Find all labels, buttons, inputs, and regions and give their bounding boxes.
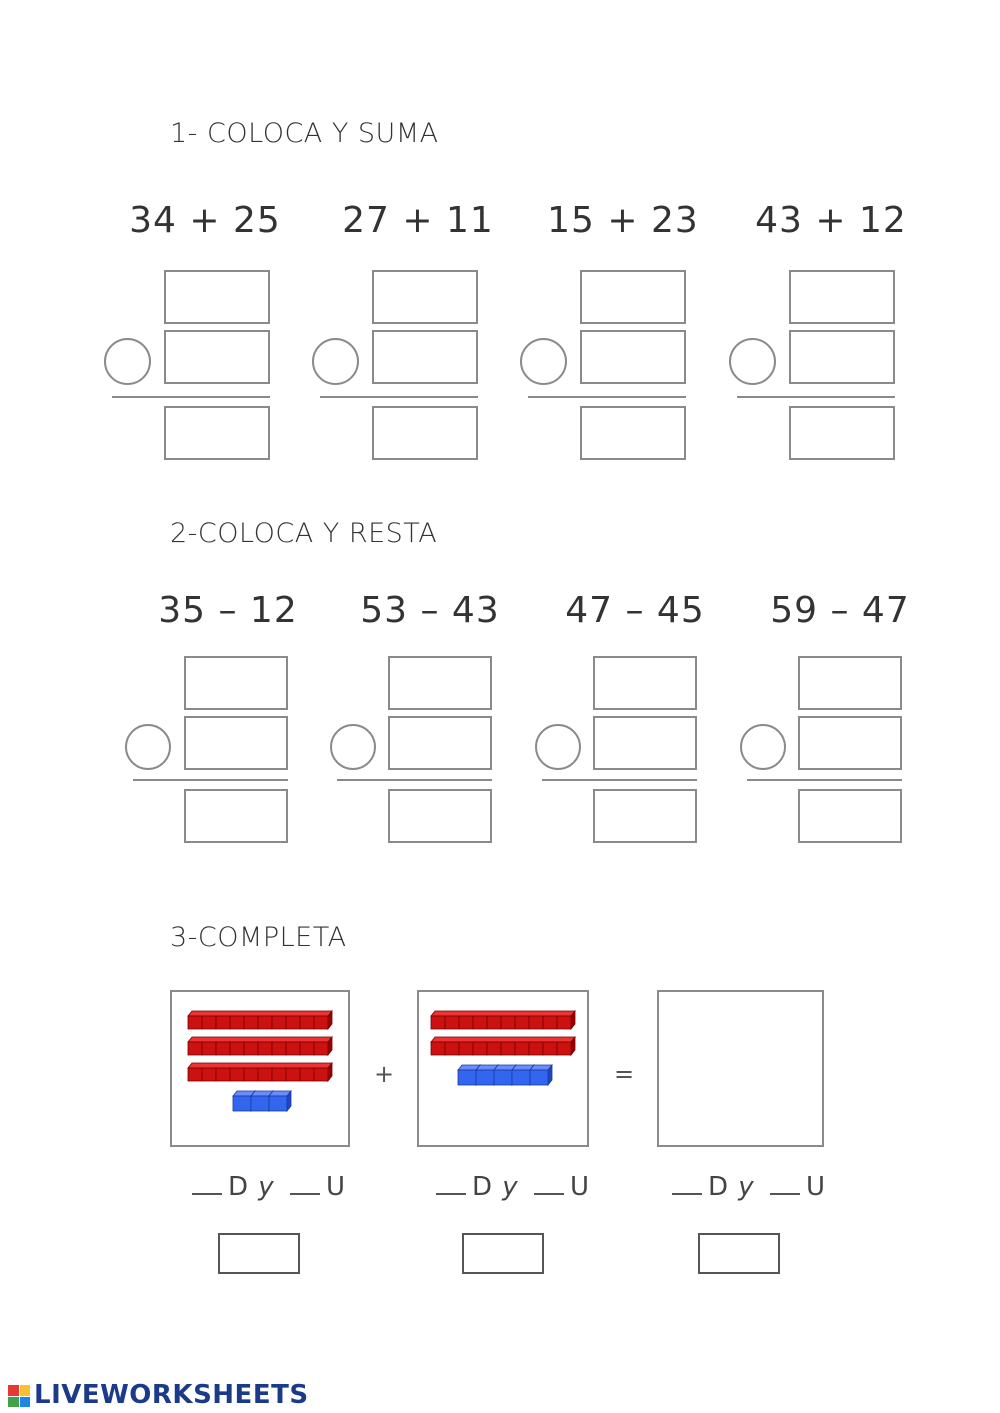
- addend-1-input[interactable]: [789, 270, 895, 324]
- number-answer-input-2[interactable]: [462, 1233, 544, 1274]
- operator-circle-input[interactable]: [104, 338, 151, 385]
- subtraction-expression: 35 – 12: [158, 590, 298, 631]
- subtraction-line: [133, 779, 288, 781]
- addend-1-input[interactable]: [372, 270, 478, 324]
- y-label: y: [502, 1172, 518, 1202]
- d-label: D: [472, 1172, 493, 1202]
- tens-units-line-3: [666, 1172, 825, 1202]
- base-ten-panel-1: [170, 990, 350, 1147]
- minuend-input[interactable]: [798, 656, 902, 710]
- addend-2-input[interactable]: [580, 330, 686, 384]
- addend-2-input[interactable]: [372, 330, 478, 384]
- base-ten-panel-2: [417, 990, 589, 1147]
- d-label: D: [228, 1172, 249, 1202]
- difference-input[interactable]: [184, 789, 288, 843]
- subtrahend-input[interactable]: [388, 716, 492, 770]
- subtraction-line: [542, 779, 697, 781]
- sum-expression: 27 + 11: [342, 200, 494, 241]
- liveworksheets-logo-icon: [8, 1385, 30, 1407]
- u-label: U: [325, 1172, 345, 1202]
- subtrahend-input[interactable]: [593, 716, 697, 770]
- subtraction-expression: 59 – 47: [770, 590, 910, 631]
- tens-units-line-1: [186, 1172, 345, 1202]
- units-blank-input[interactable]: [290, 1175, 320, 1195]
- sum-line: [737, 396, 895, 398]
- plus-sign: +: [374, 1060, 395, 1088]
- difference-input[interactable]: [798, 789, 902, 843]
- number-answer-input-3[interactable]: [698, 1233, 780, 1274]
- result-input[interactable]: [580, 406, 686, 460]
- section1-title: 1- COLOCA Y SUMA: [170, 118, 439, 149]
- unit-cube: [269, 1091, 291, 1111]
- addend-1-input[interactable]: [164, 270, 270, 324]
- section3-title: 3-COMPLETA: [170, 922, 347, 953]
- result-drawing-panel[interactable]: [657, 990, 824, 1147]
- operator-circle-input[interactable]: [330, 724, 376, 770]
- number-answer-input-1[interactable]: [218, 1233, 300, 1274]
- operator-circle-input[interactable]: [125, 724, 171, 770]
- sum-line: [320, 396, 478, 398]
- unit-cube: [530, 1065, 552, 1085]
- operator-circle-input[interactable]: [312, 338, 359, 385]
- tens-blank-input[interactable]: [436, 1175, 466, 1195]
- result-input[interactable]: [164, 406, 270, 460]
- operator-circle-input[interactable]: [729, 338, 776, 385]
- tens-blank-input[interactable]: [672, 1175, 702, 1195]
- sum-line: [528, 396, 686, 398]
- tens-blank-input[interactable]: [192, 1175, 222, 1195]
- ten-rod: [188, 1063, 332, 1081]
- minuend-input[interactable]: [184, 656, 288, 710]
- ten-rod: [188, 1037, 332, 1055]
- operator-circle-input[interactable]: [740, 724, 786, 770]
- d-label: D: [708, 1172, 729, 1202]
- sum-expression: 34 + 25: [129, 200, 281, 241]
- base-ten-blocks-1: [172, 992, 348, 1145]
- subtraction-expression: 53 – 43: [360, 590, 500, 631]
- difference-input[interactable]: [593, 789, 697, 843]
- subtraction-line: [747, 779, 902, 781]
- units-blank-input[interactable]: [534, 1175, 564, 1195]
- operator-circle-input[interactable]: [520, 338, 567, 385]
- result-input[interactable]: [789, 406, 895, 460]
- y-label: y: [258, 1172, 274, 1202]
- u-label: U: [569, 1172, 589, 1202]
- y-label: y: [738, 1172, 754, 1202]
- addend-2-input[interactable]: [164, 330, 270, 384]
- operator-circle-input[interactable]: [535, 724, 581, 770]
- tens-units-line-2: [430, 1172, 589, 1202]
- addend-1-input[interactable]: [580, 270, 686, 324]
- sum-expression: 15 + 23: [547, 200, 699, 241]
- subtrahend-input[interactable]: [184, 716, 288, 770]
- minuend-input[interactable]: [388, 656, 492, 710]
- subtraction-line: [337, 779, 492, 781]
- difference-input[interactable]: [388, 789, 492, 843]
- subtrahend-input[interactable]: [798, 716, 902, 770]
- minuend-input[interactable]: [593, 656, 697, 710]
- equals-sign: =: [614, 1060, 635, 1088]
- ten-rod: [431, 1037, 575, 1055]
- brand-name: LIVEWORKSHEETS: [34, 1380, 309, 1410]
- sum-expression: 43 + 12: [755, 200, 907, 241]
- u-label: U: [805, 1172, 825, 1202]
- subtraction-expression: 47 – 45: [565, 590, 705, 631]
- sum-line: [112, 396, 270, 398]
- units-blank-input[interactable]: [770, 1175, 800, 1195]
- ten-rod: [188, 1011, 332, 1029]
- ten-rod: [431, 1011, 575, 1029]
- base-ten-blocks-2: [419, 992, 587, 1145]
- addend-2-input[interactable]: [789, 330, 895, 384]
- result-input[interactable]: [372, 406, 478, 460]
- section2-title: 2-COLOCA Y RESTA: [170, 518, 438, 549]
